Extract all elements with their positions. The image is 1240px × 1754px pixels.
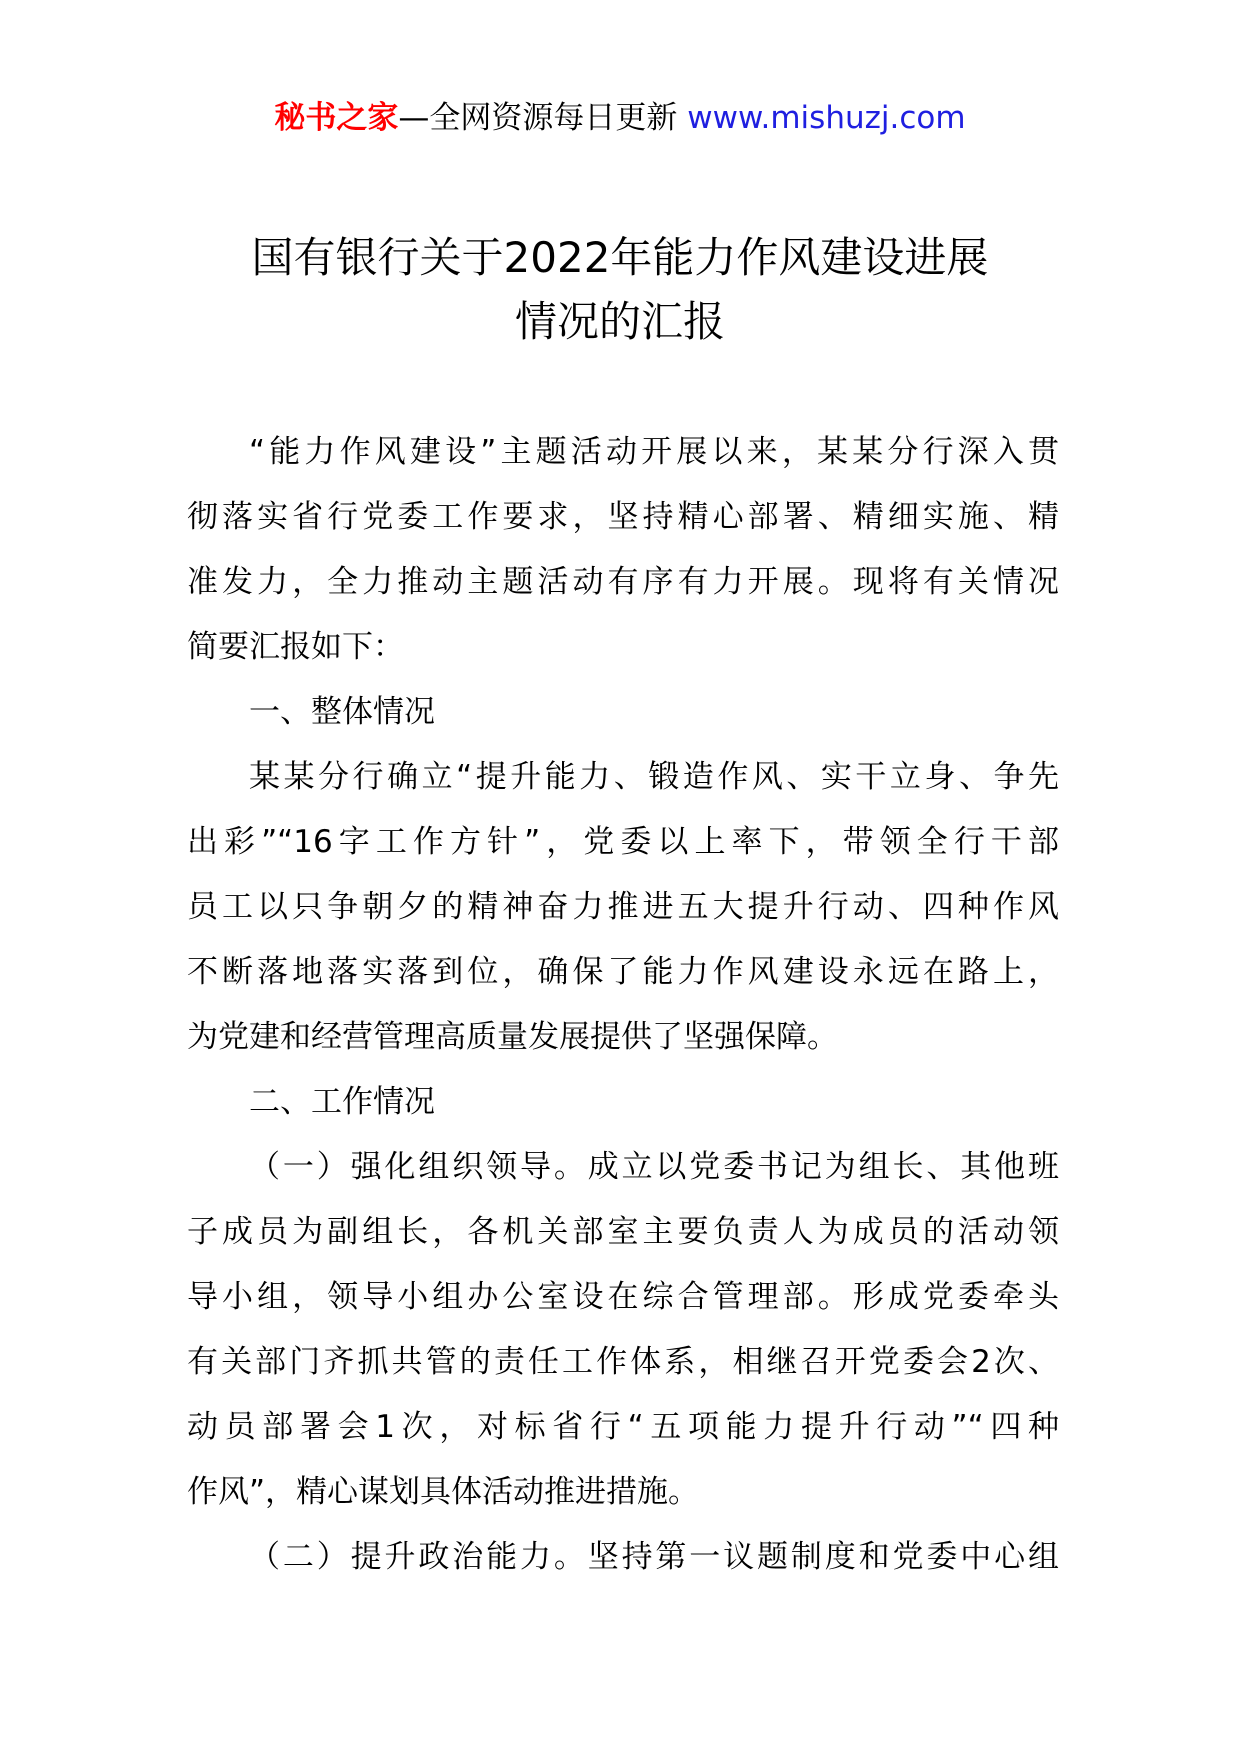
body-line: 出彩”“16字工作方针”，党委以上率下，带领全行干部 <box>187 824 1059 860</box>
body-line: （一）强化组织领导。成立以党委书记为组长、其他班 <box>249 1149 1059 1185</box>
body-line: 不断落地落实落到位，确保了能力作风建设永远在路上， <box>187 954 1059 990</box>
document-title-line-1: 国有银行关于2022年能力作风建设进展 <box>251 233 989 282</box>
body-line: 动员部署会1次，对标省行“五项能力提升行动”“四种 <box>187 1409 1059 1445</box>
document-title <box>150 226 1090 354</box>
section-heading-work: 二、工作情况 <box>249 1084 435 1120</box>
body-line: 某某分行确立“提升能力、锻造作风、实干立身、争先 <box>249 759 1059 795</box>
body-line: 准发力，全力推动主题活动有序有力开展。现将有关情况 <box>187 564 1059 600</box>
body-line: 子成员为副组长，各机关部室主要负责人为成员的活动领 <box>187 1214 1059 1250</box>
site-tagline: —全网资源每日更新 <box>398 100 678 136</box>
body-line: 简要汇报如下： <box>187 629 404 665</box>
body-line: 有关部门齐抓共管的责任工作体系，相继召开党委会2次、 <box>187 1344 1059 1380</box>
document-title-line-2: 情况的汇报 <box>514 297 725 346</box>
site-url-link[interactable]: www.mishuzj.com <box>687 100 966 136</box>
site-brand-name: 秘书之家 <box>274 100 399 136</box>
body-line: “能力作风建设”主题活动开展以来，某某分行深入贯 <box>249 434 1059 470</box>
site-banner <box>0 98 1240 138</box>
document-body <box>187 420 1059 1590</box>
body-line: （二）提升政治能力。坚持第一议题制度和党委中心组 <box>249 1539 1059 1575</box>
body-line: 为党建和经营管理高质量发展提供了坚强保障。 <box>187 1019 838 1055</box>
body-line: 彻落实省行党委工作要求，坚持精心部署、精细实施、精 <box>187 499 1059 535</box>
section-heading-overall: 一、整体情况 <box>249 694 435 730</box>
body-line: 导小组，领导小组办公室设在综合管理部。形成党委牵头 <box>187 1279 1059 1315</box>
body-line: 员工以只争朝夕的精神奋力推进五大提升行动、四种作风 <box>187 889 1059 925</box>
body-line: 作风”，精心谋划具体活动推进措施。 <box>187 1474 700 1510</box>
